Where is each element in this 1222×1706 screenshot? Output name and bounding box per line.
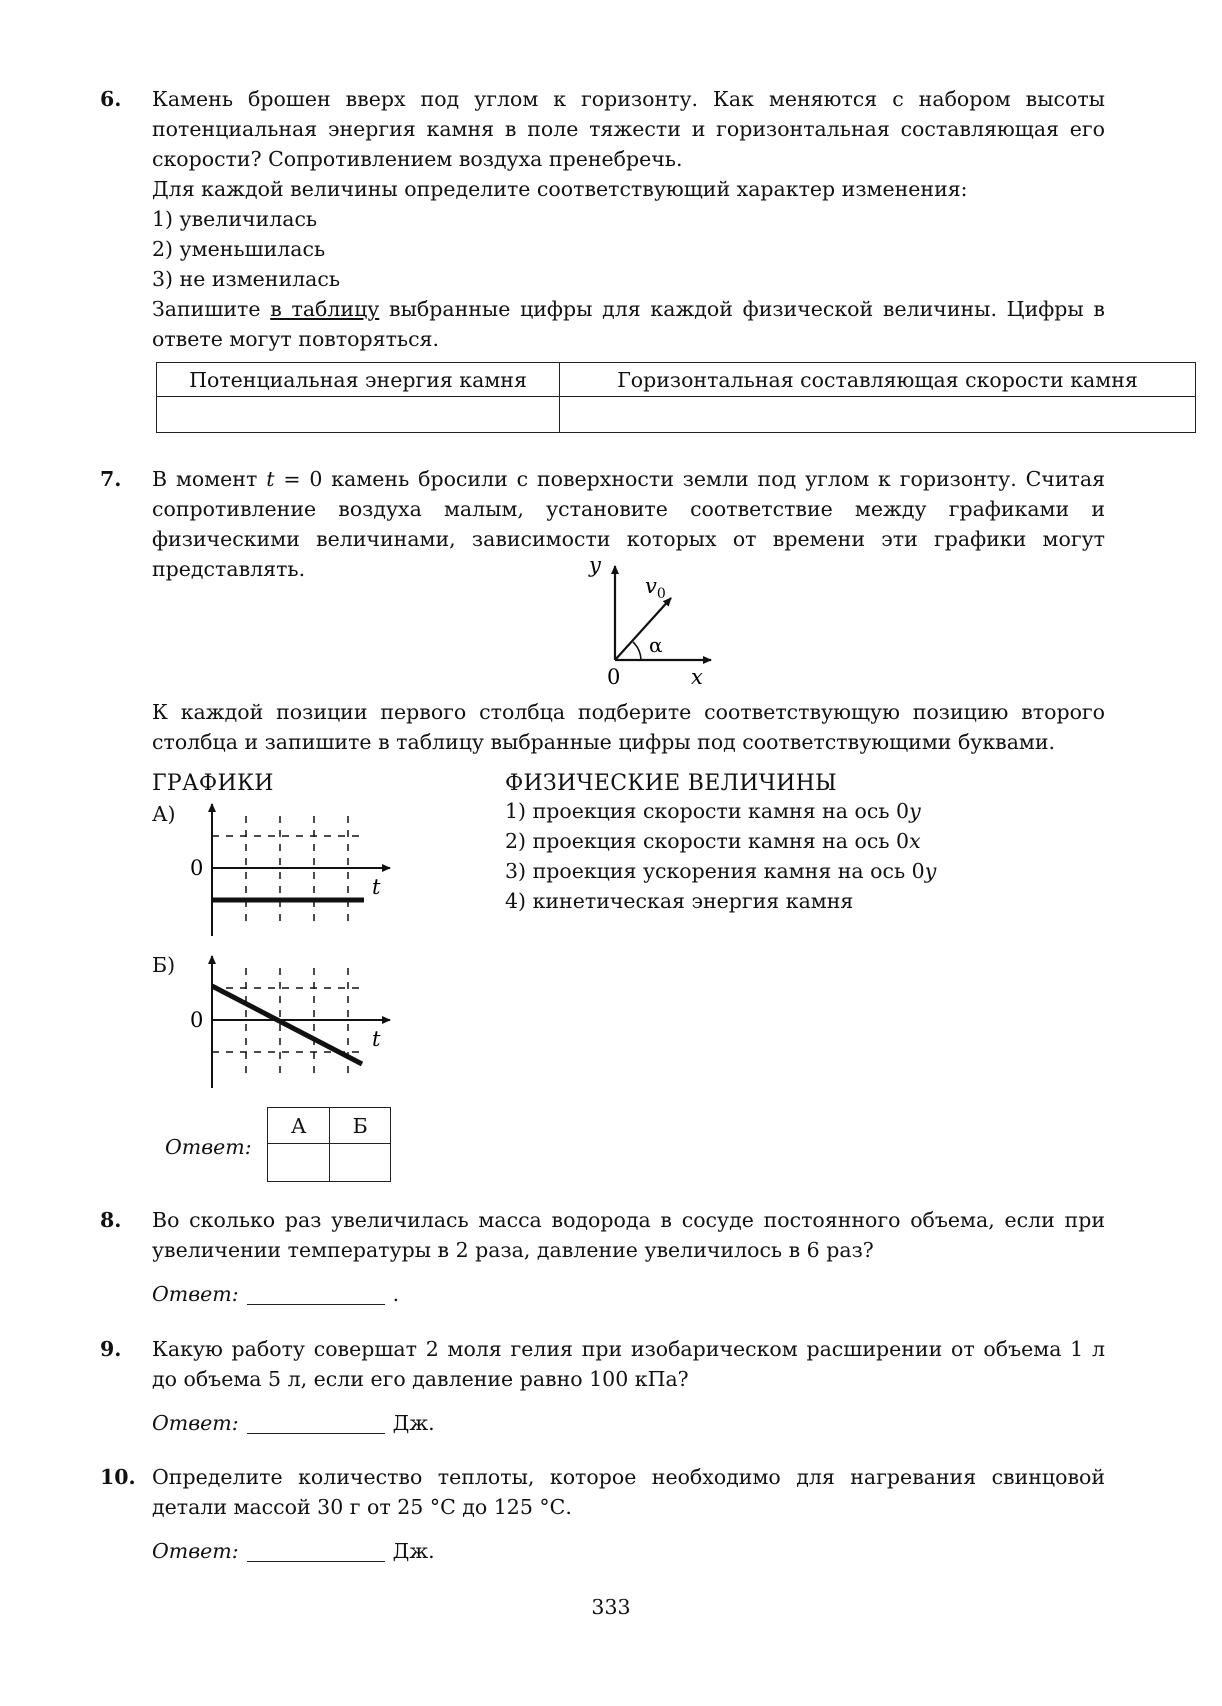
answer-input[interactable] [247,1282,385,1305]
task-number: 9. [100,1337,122,1361]
task-7-instruction [100,697,1105,757]
option-item: 2) уменьшилась [152,237,326,261]
answer-input[interactable] [247,1411,385,1434]
task-number: 10. [100,1465,136,1489]
answer-cell[interactable] [157,397,560,433]
task-question: В момент t = 0 камень бросили с поверхности земли под углом к горизонту. Считая сопротивление воздуха малым, установите соответствие между графиками и физическими величинами, зависимости которых от времени эти графики могут представлять. [152,467,1105,581]
option-item: 1) увеличилась [152,207,318,231]
graphs-header: ГРАФИКИ [152,771,274,796]
answer-cell[interactable] [268,1144,330,1182]
answer-cell[interactable] [330,1144,391,1182]
velocity-diagram [585,560,725,690]
task-question: Камень брошен вверх под углом к горизонту. Как меняются с набором высоты потенциальная энергия камня в поле тяжести и горизонтальная составляющая его скорости? Сопротивлением воздуха пренебречь. [152,87,1105,171]
quantity-item: 3) проекция ускорения камня на ось 0y [505,859,937,883]
x-axis-label: x [691,665,703,689]
answer-label: Ответ: [165,1135,252,1159]
graph-a-label: А) [152,802,176,826]
answer-suffix: . [392,1282,400,1306]
task-9 [100,1334,1105,1438]
answer-label: Ответ: [152,1539,239,1563]
answer-suffix: Дж. [392,1539,435,1563]
option-item: 3) не изменилась [152,267,341,291]
graph-b [180,952,420,1092]
y-axis-label: y [589,560,601,577]
task-question: Какую работу совершат 2 моля гелия при изобарическом расширении от объема 1 л до объема 5 л, если его давление равно 100 кПа? [152,1337,1105,1391]
task-number: 8. [100,1208,122,1232]
answer-table-7 [267,1107,391,1182]
task-8 [100,1205,1105,1309]
graph-a [180,800,420,940]
answer-input[interactable] [247,1539,385,1562]
quantity-item: 2) проекция скорости камня на ось 0x [505,829,921,853]
origin-label: 0 [607,665,621,689]
task-question: Во сколько раз увеличилась масса водорода в сосуде постоянного объема, если при увеличении температуры в 2 раза, давление увеличилось в 6 раз? [152,1208,1105,1262]
graph-origin-label: 0 [190,856,204,880]
answer-col-header: Б [330,1108,391,1144]
answer-label: Ответ: [152,1411,239,1435]
answer-row [152,1408,1105,1438]
task-question: Определите количество теплоты, которое необходимо для нагревания свинцовой детали массой 30 г от 25 °С до 125 °С. [152,1465,1105,1519]
task-instruction: Для каждой величины определите соответствующий характер изменения: [152,177,968,201]
answer-suffix: Дж. [392,1411,435,1435]
answer-row [152,1279,1105,1309]
answer-col-header: А [268,1108,330,1144]
quantity-item: 1) проекция скорости камня на ось 0y [505,799,921,823]
velocity-vector [615,598,671,660]
v0-label: $v_0$ [645,574,666,602]
quantities-list [505,796,936,916]
task-6 [100,84,1138,433]
table-header: Потенциальная энергия камня [157,363,560,397]
task-10 [100,1462,1105,1566]
answer-table-6 [156,362,1196,433]
answer-cell[interactable] [560,397,1196,433]
graph-origin-label: 0 [190,1008,204,1032]
angle-label: α [649,633,663,657]
table-header: Горизонтальная составляющая скорости камня [560,363,1196,397]
angle-arc [633,642,641,660]
task-number: 7. [100,467,122,491]
quantity-item: 4) кинетическая энергия камня [505,889,854,913]
page-number: 333 [591,1595,631,1619]
graph-t-label: t [372,1027,381,1051]
task-instruction: К каждой позиции первого столбца подберите соответствующую позицию второго столбца и запишите в таблицу выбранные цифры под соответствующими буквами. [152,700,1105,754]
graph-b-label: Б) [152,953,176,977]
answer-label: Ответ: [152,1282,239,1306]
graph-t-label: t [372,875,381,899]
quantities-header: ФИЗИЧЕСКИЕ ВЕЛИЧИНЫ [505,771,837,796]
task-number: 6. [100,87,122,111]
answer-row [152,1536,1105,1566]
task-note: Запишите в таблицу выбранные цифры для каждой физической величины. Цифры в ответе могут повторяться. [152,297,1105,351]
